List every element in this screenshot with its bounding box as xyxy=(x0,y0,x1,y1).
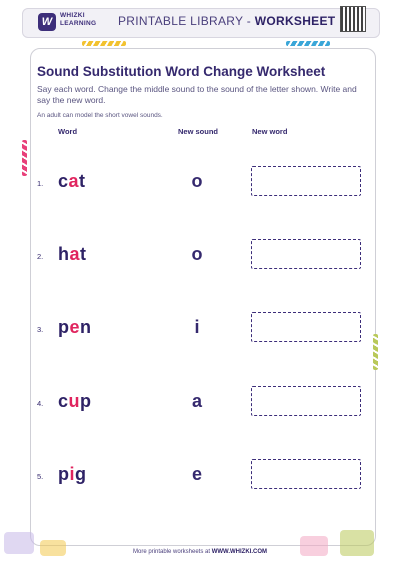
word-cat xyxy=(58,171,86,192)
word-middle-letter: i xyxy=(69,464,76,484)
new-sound-letter: i xyxy=(194,317,200,337)
row-number: 5. xyxy=(37,472,44,481)
word-hat xyxy=(58,244,87,265)
word-middle-letter: e xyxy=(69,317,81,337)
brand-line-1: WHIZKI xyxy=(60,12,85,19)
word-pig xyxy=(58,464,87,485)
pink-stripe-decoration xyxy=(22,140,27,176)
green-stripe-decoration xyxy=(373,334,378,370)
answer-box[interactable] xyxy=(251,239,361,269)
footer-site: WWW.WHIZKI.COM xyxy=(211,549,268,555)
word-first-letter: p xyxy=(58,317,70,337)
brand-line-2: LEARNING xyxy=(60,20,97,27)
answer-box[interactable] xyxy=(251,459,361,489)
library-prefix: PRINTABLE LIBRARY - xyxy=(118,14,255,28)
word-middle-letter: u xyxy=(68,391,81,411)
column-header-new-sound: New sound xyxy=(178,127,219,136)
word-first-letter: c xyxy=(58,391,69,411)
word-last-letter: g xyxy=(75,464,87,484)
word-last-letter: t xyxy=(80,244,87,264)
row-number: 3. xyxy=(37,325,44,334)
word-pen xyxy=(58,317,92,338)
blue-stripe-decoration xyxy=(286,41,330,46)
answer-box[interactable] xyxy=(251,386,361,416)
row-number: 4. xyxy=(37,399,44,408)
word-middle-letter: a xyxy=(69,244,81,264)
column-header-new-word: New word xyxy=(252,127,288,136)
yellow-stripe-decoration xyxy=(82,41,126,46)
new-sound-letter: a xyxy=(191,391,202,411)
word-first-letter: c xyxy=(58,171,69,191)
qr-code-icon xyxy=(340,6,366,32)
word-first-letter: p xyxy=(58,464,70,484)
library-title xyxy=(118,14,335,28)
worksheet-title: Sound Substitution Word Change Worksheet xyxy=(37,64,326,79)
row-number: 1. xyxy=(37,179,44,188)
column-header-word: Word xyxy=(58,127,78,136)
library-type: WORKSHEET xyxy=(254,14,336,28)
new-sound-letter: e xyxy=(191,464,202,484)
word-last-letter: n xyxy=(80,317,92,337)
word-middle-letter: a xyxy=(68,171,80,191)
whizki-logo-icon: W xyxy=(38,13,56,31)
word-last-letter: t xyxy=(79,171,86,191)
adult-note: An adult can model the short vowel sounds. xyxy=(37,112,163,119)
new-sound-letter: o xyxy=(191,244,203,264)
footer-link[interactable] xyxy=(0,549,400,555)
instructions: Say each word. Change the middle sound to the sound of the letter shown. Write and say the new word. xyxy=(37,84,357,105)
row-number: 2. xyxy=(37,252,44,261)
new-sound-letter: o xyxy=(191,171,203,191)
word-last-letter: p xyxy=(80,391,92,411)
word-cup xyxy=(58,391,92,412)
brand-name xyxy=(60,12,96,28)
answer-box[interactable] xyxy=(251,312,361,342)
word-first-letter: h xyxy=(58,244,70,264)
answer-box[interactable] xyxy=(251,166,361,196)
footer-prefix: More printable worksheets at xyxy=(132,549,212,555)
